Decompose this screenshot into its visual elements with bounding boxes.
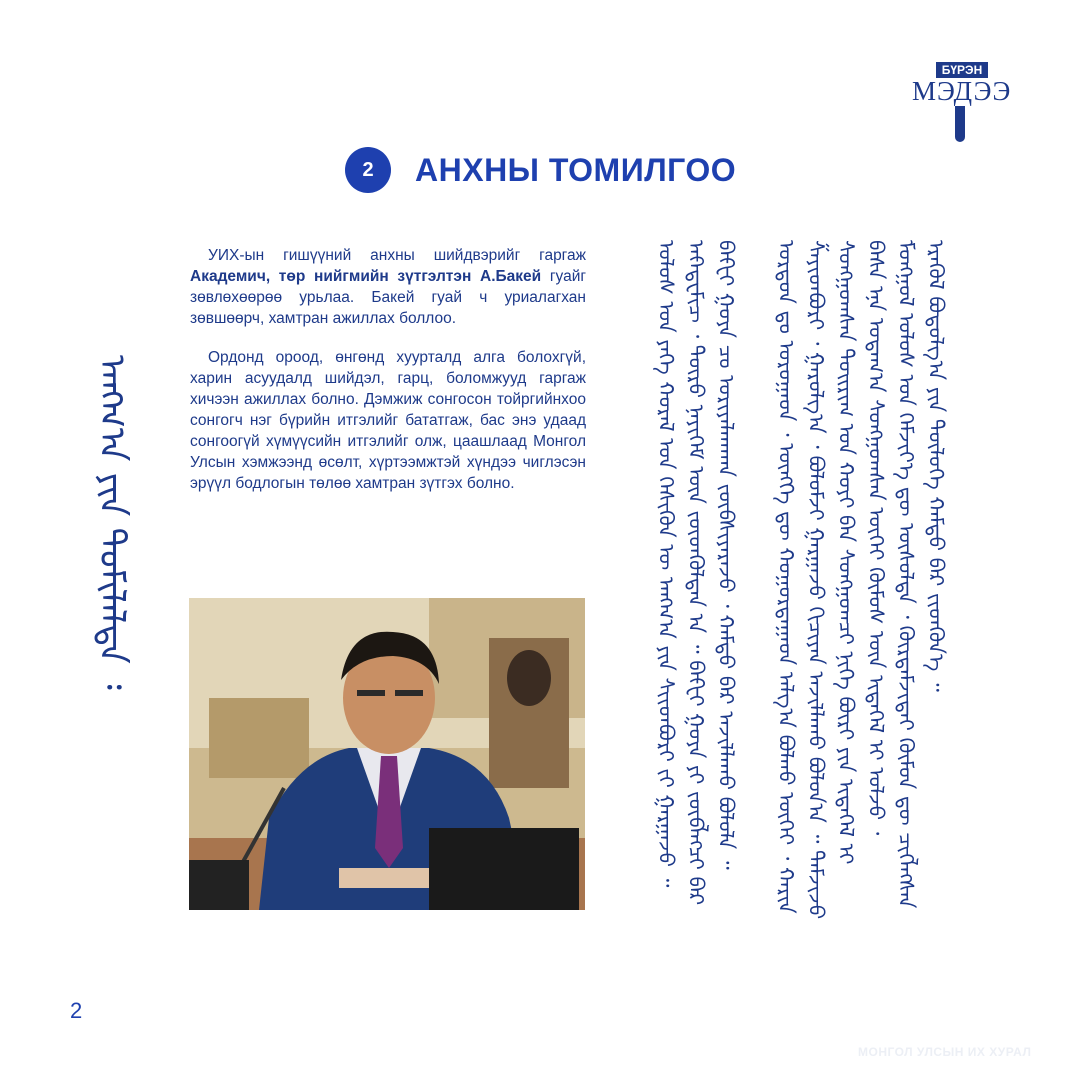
logo-stem-shape <box>955 106 965 142</box>
paragraph-1-rest: гуайг зөвлөхөөрөө урьлаа. Бакей гуай ч уриалагхан зөвшөөрч, хамтран ажиллах боллоо. <box>190 268 587 327</box>
vertical-line <box>742 240 772 930</box>
watermark-text: МОНГОЛ УЛСЫН ИХ ХУРАЛ <box>858 1045 1032 1059</box>
vertical-line: ᠪᠠᠻᠧᠢ ᠭᠤᠶᠠ ᠴᠤ ᠤᠷᠢᠶᠠᠯᠠᠭᠬᠠᠨ ᠵᠥᠪᠰᠢᠶᠡᠷᠡᠵᠦ ᠂ ᠬᠠᠮᠲᠤ ᠪᠠᠷ ᠠᠵᠢᠯᠯᠠᠬᠤ ᠪᠣᠯᠤᠯᠠ ᠃ <box>714 240 738 870</box>
section-heading <box>345 145 736 195</box>
paragraph-1 <box>190 245 586 329</box>
logo-main-label: МЭДЭЭ <box>912 76 1012 106</box>
vertical-line: ᠮᠣᠩᠭᠣᠯ ᠤᠯᠤᠰ ᠤᠨ ᠬᠡᠮᠵᠢᠶ᠎ᠡ ᠳᠦ ᠥᠰᠥᠯᠲᠡ ᠂ ᠬᠦᠷᠲᠡᠮᠵᠢᠲᠡᠢ ᠬᠦᠮᠦᠨ ᠳᠦ ᠴᠢᠭᠯᠡᠭᠰᠡᠨ <box>894 240 918 909</box>
article-body <box>190 245 586 512</box>
portrait-photo <box>189 598 585 910</box>
mongolian-vertical-title: ᠠᠩᠬ᠎ᠠ ᠶᠢᠨ ᠲᠤᠮᠢᠯᠠᠯᠲᠠ ᠄ <box>91 355 132 690</box>
mongolian-vertical-text <box>652 240 952 930</box>
vertical-line: ᠰᠣᠩᠭᠣᠭᠰᠠᠨ ᠲᠣᠢᠷᠢᠭ ᠤᠨ ᠬᠤᠶᠢ ᠪᠠᠨ ᠰᠣᠩᠭᠣᠭᠴᠢ ᠨᠢᠭᠡ ᠪᠦᠷᠢ ᠶᠢᠨ ᠢᠲᠡᠭᠡᠯ ᠢ <box>834 240 858 865</box>
vertical-line: ᠣᠷᠳᠣᠨ ᠳᠤ ᠣᠷᠣᠭᠠᠳ ᠂ ᠥᠩᠭᠡ ᠳᠦ ᠬᠤᠭᠤᠷᠲᠠᠭᠠᠳ ᠠᠯᠭ᠎ᠠ ᠪᠣᠯᠬᠤ ᠦᠭᠡᠢ ᠂ ᠬᠠᠷᠢᠨ <box>774 240 798 914</box>
vertical-line: ᠠᠻᠠᠳᠧᠮᠢᠴ ᠂ ᠲᠥᠷᠦ ᠨᠡᠶᠢᠭᠡᠮ ᠦᠨ ᠵᠦᠳᠬᠦᠯᠲᠡᠨ ᠠ ᠃ ᠪᠠᠻᠧᠢ ᠭᠤᠶᠠ ᠶᠢ ᠵᠥᠪᠯᠡᠭᠴᠢ ᠪᠡᠷ <box>684 240 708 906</box>
logo-top-label: БҮРЭН <box>936 62 988 78</box>
vertical-line: ᠤᠯᠤᠰ ᠤᠨ ᠶᠡᠬᠡ ᠬᠤᠷᠠᠯ ᠤᠨ ᠭᠡᠰᠢᠭᠦᠨ ᠦ ᠠᠩᠬ᠎ᠠ ᠶᠢᠨ ᠱᠢᠢᠳᠪᠦᠷᠢ ᠵᠢ ᠭᠠᠷᠭᠠᠵᠤ ᠃ <box>654 240 678 888</box>
page-number: 2 <box>70 998 83 1023</box>
page-title: АНХНЫ ТОМИЛГОО <box>415 151 737 188</box>
vertical-line: ᠡᠷᠡᠭᠦᠯ ᠪᠣᠳᠣᠯᠭ᠎ᠠ ᠶᠢᠨ ᠲᠥᠯᠦᠭᠡ ᠬᠠᠮᠲᠤ ᠪᠠᠷ ᠵᠢᠳᠬᠦᠨ᠎ᠡ ᠃ <box>924 240 948 692</box>
vertical-line: ᠪᠠᠰᠠ ᠡᠨᠡ ᠤᠳᠠᠭ᠎ᠠ ᠰᠣᠩᠭᠣᠭᠰᠠᠨ ᠦᠭᠡᠢ ᠬᠦᠮᠦᠰ ᠦᠨ ᠢᠲᠡᠭᠡᠯ ᠢ ᠣᠯᠵᠤ ᠂ <box>864 240 888 836</box>
burun-medee-logo <box>912 58 1012 148</box>
paragraph-1-bold: Академич, төр нийгмийн зүтгэлтэн А.Бакей <box>190 268 542 285</box>
paragraph-2: Ордонд ороод, өнгөнд хуурталд алга болохгүй, харин асуудалд шийдэл, гарц, боломжууд гаргаж хичээн ажиллах болно. Дэмжиж сонгосон тойргийнхоо сонгогч нэг бүрийн итгэлийг бататгаж, бас энэ удаад сонгоогүй хүмүүсийн итгэлийг олж, цаашлаад Монгол Улсын хэмжээнд өсөлт, хүртээмжтэй хүндээ чиглэсэн эрүүл бодлогын төлөө хамтран зүтгэх болно. <box>190 349 586 492</box>
paragraph-1-intro: УИХ-ын гишүүний анхны шийдвэрийг гаргаж <box>208 247 586 264</box>
section-number-badge: 2 <box>345 147 391 193</box>
vertical-line: ᠱᠡᠶᠢᠳᠪᠦᠷᠢ ᠂ ᠭᠠᠷᠤᠯᠭ᠎ᠠ ᠂ ᠪᠣᠯᠤᠮᠵᠢ ᠭᠠᠷᠭᠠᠵᠤ ᠬᠢᠴᠢᠶᠡᠨ ᠠᠵᠢᠯᠯᠠᠬᠤ ᠪᠣᠯᠤᠨ᠎ᠠ ᠃ ᠳᠡᠮᠵᠢᠵᠦ <box>804 240 828 920</box>
